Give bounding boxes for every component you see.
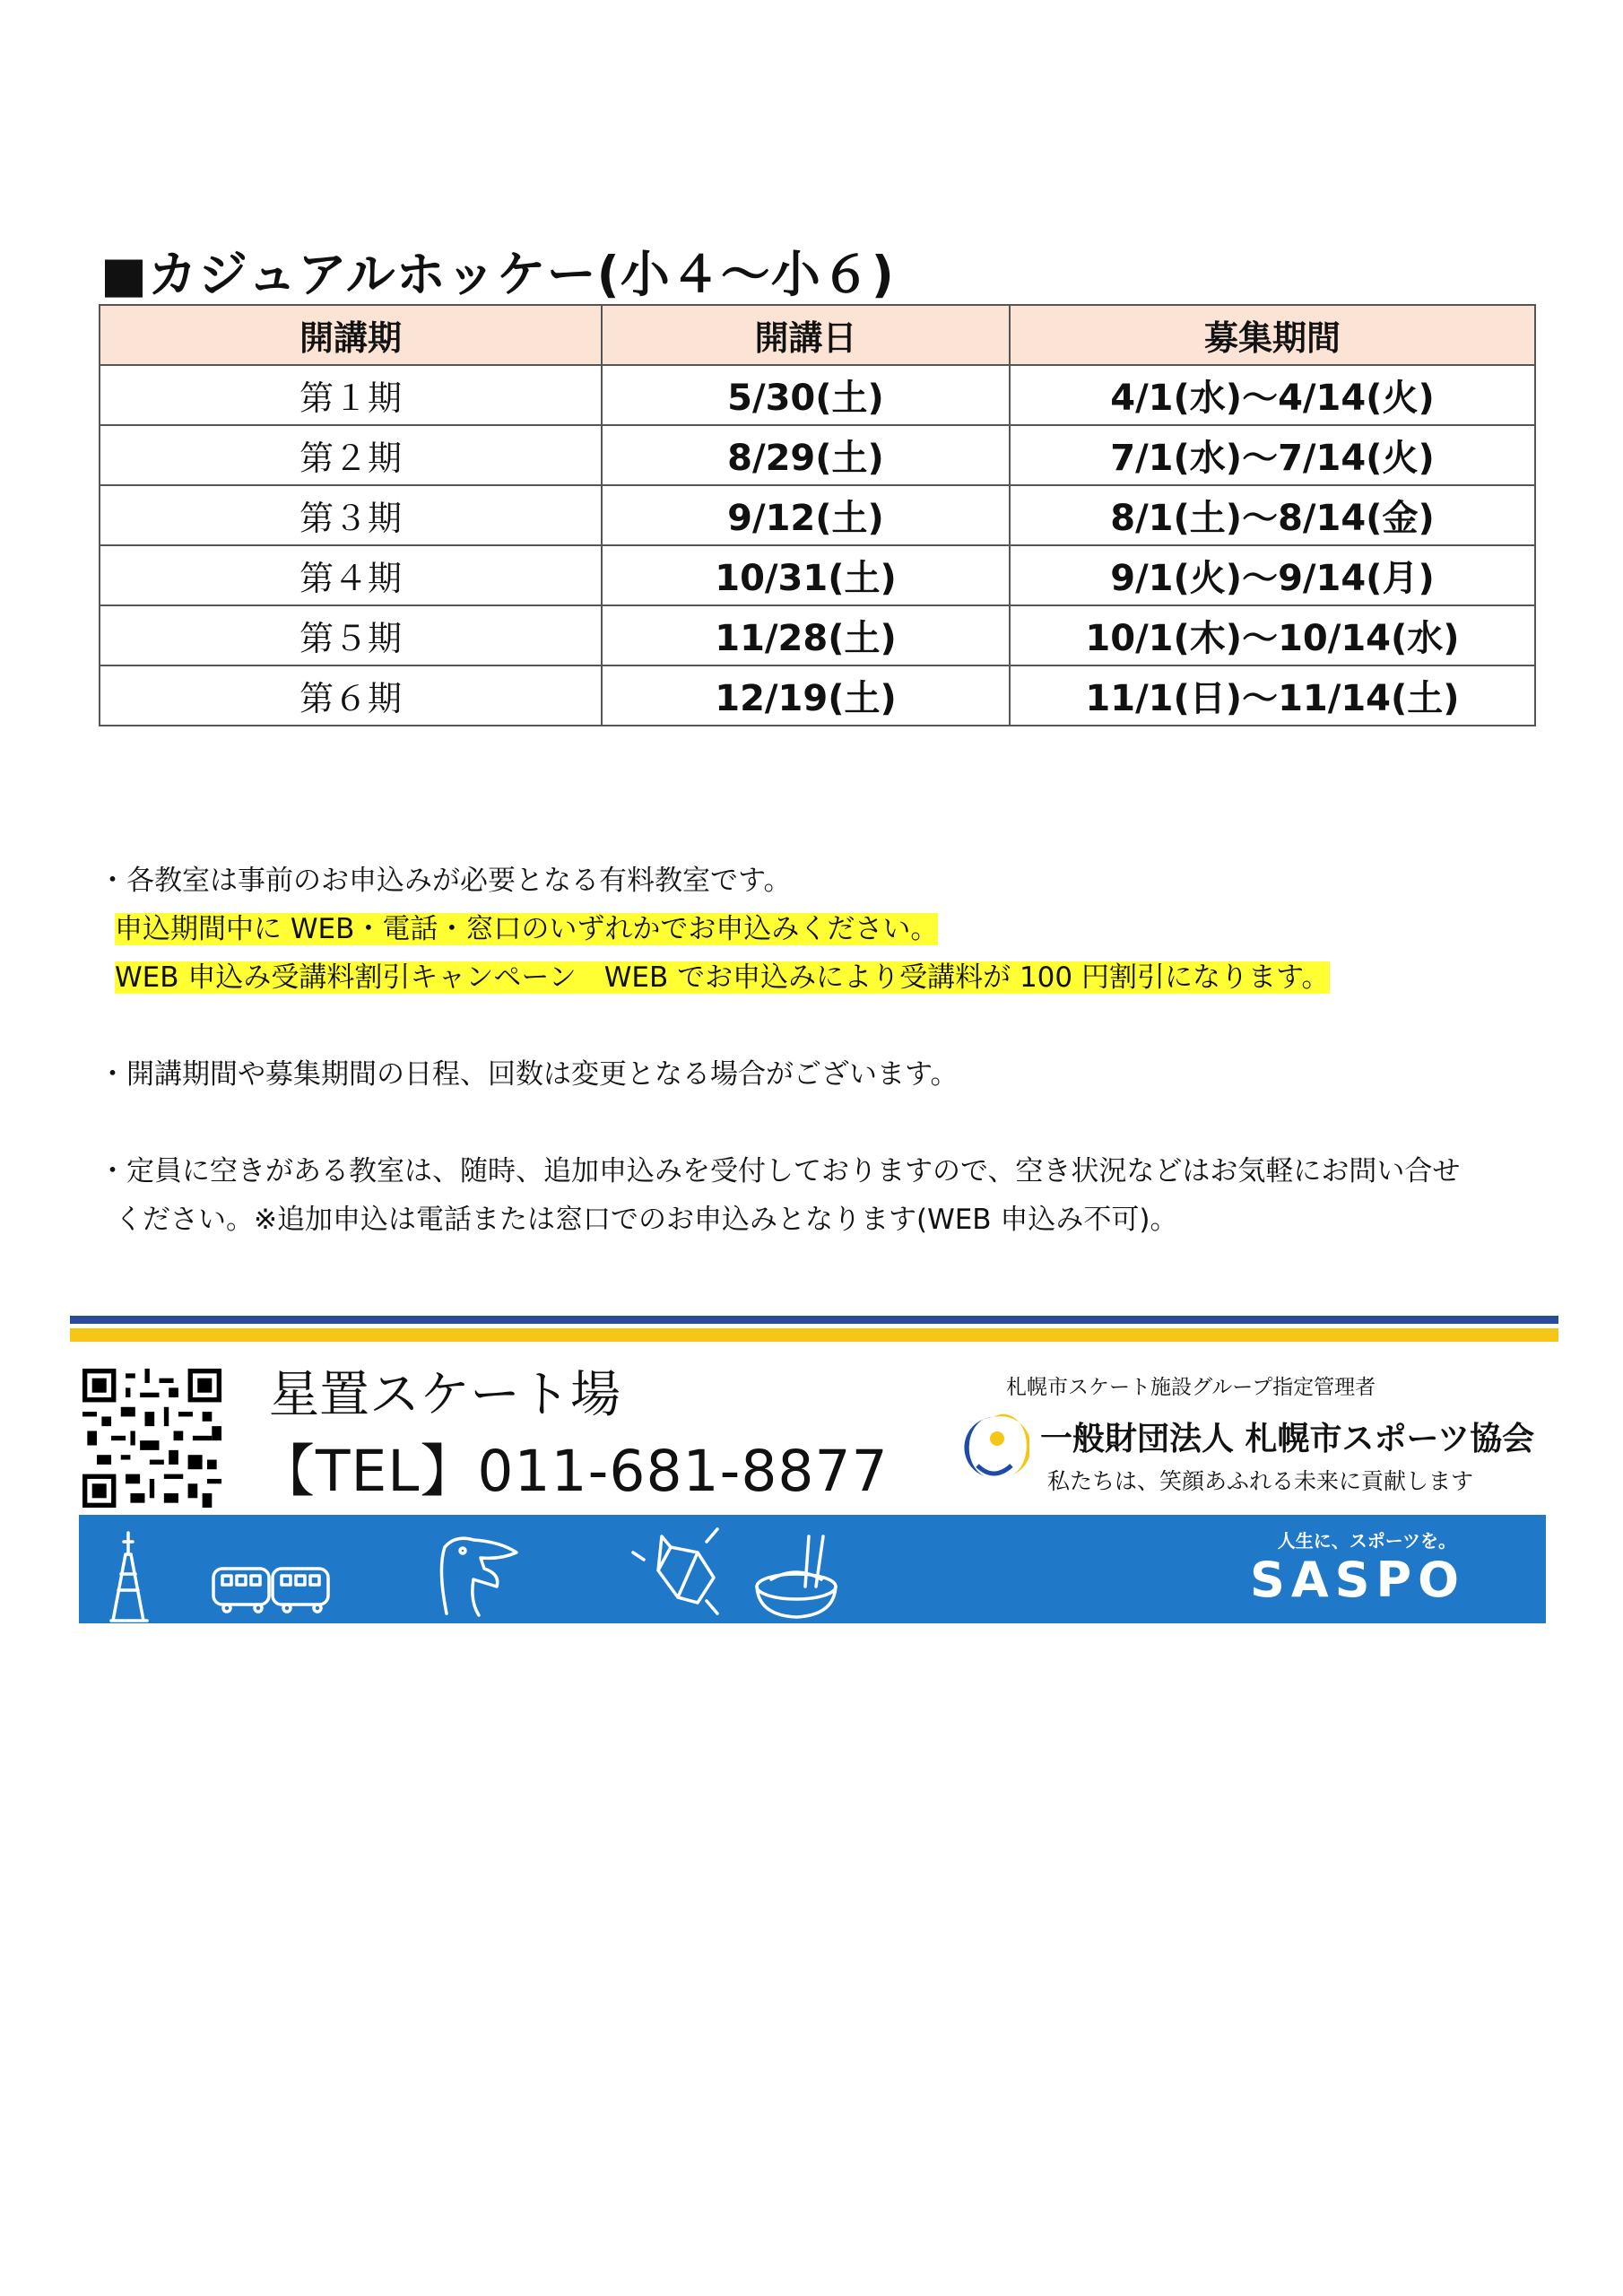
- date-cell: 8/29(土): [602, 425, 1010, 485]
- note-apply-methods: 申込期間中に WEB・電話・窓口のいずれかでお申込みください。: [115, 913, 939, 945]
- term-cell: 第３期: [100, 485, 602, 545]
- schedule-table: [99, 304, 1536, 726]
- sports-association-logo-icon: [958, 1412, 1029, 1483]
- table-row: [100, 665, 1535, 726]
- saspo-logo: SASPO: [1249, 1552, 1465, 1608]
- catchphrase: 人生に、スポーツを。: [1277, 1530, 1456, 1552]
- period-cell: 4/1(水)～4/14(火): [1010, 365, 1535, 425]
- note-schedule-change: ・開講期間や募集期間の日程、回数は変更となる場合がございます。: [99, 1058, 959, 1091]
- organization-slogan: 私たちは、笑顔あふれる未来に貢献します: [1047, 1468, 1474, 1494]
- date-cell: 9/12(土): [602, 485, 1010, 545]
- date-cell: 10/31(土): [602, 545, 1010, 605]
- section-title: ■カジュアルホッケー(小４～小６): [100, 246, 895, 303]
- date-cell: 5/30(土): [602, 365, 1010, 425]
- brand-band: [79, 1515, 1546, 1623]
- period-cell: 8/1(土)～8/14(金): [1010, 485, 1535, 545]
- organization-name: 一般財団法人 札幌市スポーツ協会: [1040, 1421, 1535, 1457]
- note-additional-apply-cont: ください。※追加申込は電話または窓口でのお申込みとなります(WEB 申込み不可)。: [115, 1204, 1178, 1236]
- sapporo-landmarks-icon: [79, 1515, 886, 1623]
- term-cell: 第４期: [100, 545, 602, 605]
- notes-section: [99, 857, 1551, 1244]
- term-cell: 第２期: [100, 425, 602, 485]
- table-row: [100, 605, 1535, 665]
- footer-stripe-blue: [70, 1316, 1558, 1324]
- period-cell: 10/1(木)～10/14(水): [1010, 605, 1535, 665]
- term-cell: 第６期: [100, 665, 602, 726]
- table-header-row: [100, 305, 1535, 365]
- table-row: [100, 485, 1535, 545]
- period-cell: 11/1(日)～11/14(土): [1010, 665, 1535, 726]
- designated-manager: 札幌市スケート施設グループ指定管理者: [1006, 1376, 1376, 1399]
- note-additional-apply: ・定員に空きがある教室は、随時、追加申込みを受付しておりますので、空き状況などはお気軽にお問い合せ: [99, 1155, 1461, 1187]
- note-paid-class: ・各教室は事前のお申込みが必要となる有料教室です。: [99, 865, 792, 897]
- qr-code-icon[interactable]: [82, 1369, 221, 1508]
- table-row: [100, 545, 1535, 605]
- header-period: 募集期間: [1010, 305, 1535, 365]
- table-row: [100, 425, 1535, 485]
- facility-name: 星置スケート場: [269, 1366, 621, 1424]
- table-row: [100, 365, 1535, 425]
- footer-stripe-yellow: [70, 1328, 1558, 1342]
- date-cell: 12/19(土): [602, 665, 1010, 726]
- header-term: 開講期: [100, 305, 602, 365]
- note-web-discount: WEB 申込み受講料割引キャンペーン WEB でお申込みにより受講料が 100 円割引になります。: [115, 961, 1330, 994]
- phone-number: 【TEL】011-681-8877: [258, 1439, 889, 1504]
- date-cell: 11/28(土): [602, 605, 1010, 665]
- header-date: 開講日: [602, 305, 1010, 365]
- term-cell: 第５期: [100, 605, 602, 665]
- term-cell: 第１期: [100, 365, 602, 425]
- period-cell: 7/1(水)～7/14(火): [1010, 425, 1535, 485]
- period-cell: 9/1(火)～9/14(月): [1010, 545, 1535, 605]
